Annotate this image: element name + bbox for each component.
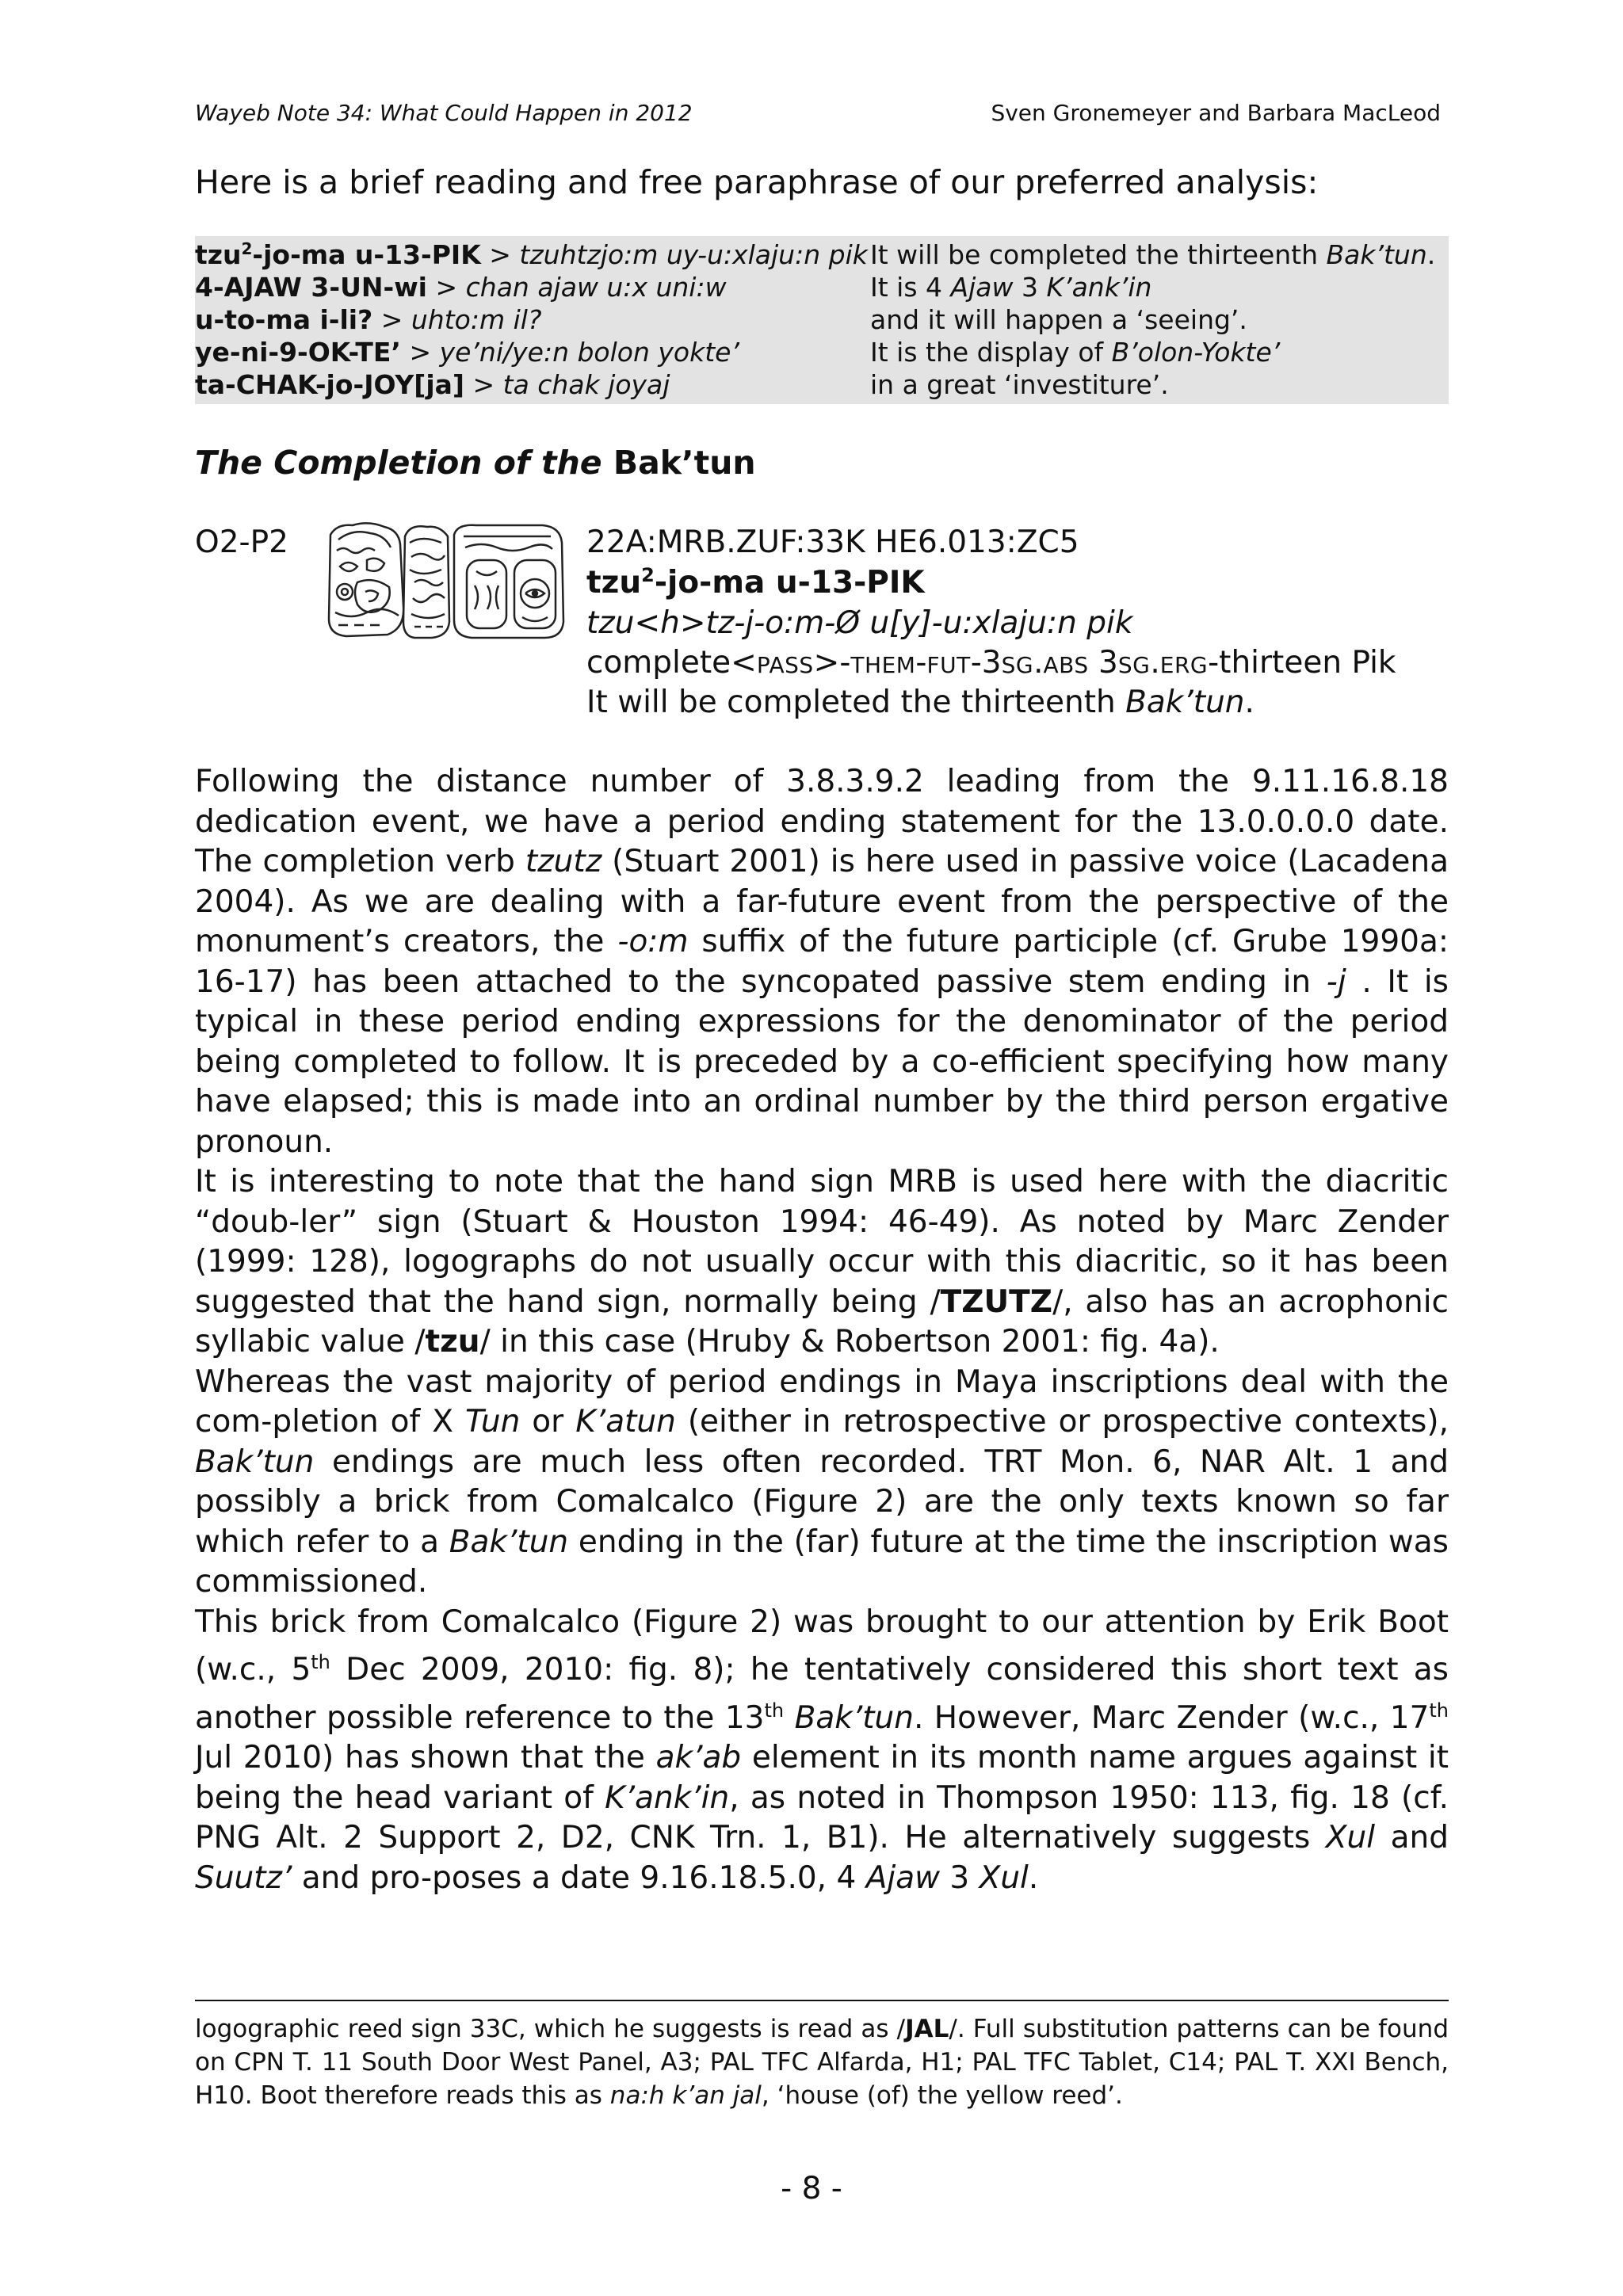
footnote: logographic reed sign 33C, which he suggests is read as /JAL/. Full substitution patterns can be found on CPN T. 11 South Door West Panel, A3; PAL TFC Alfarda, H1; PAL TFC Tablet, C14; PAL T. XXI Bench, H10. Boot therefore reads this as na:h k’an jal, ‘house (of) the yellow reed’. <box>195 2015 1449 2110</box>
glyph-transliteration: tzu$^2$-jo-ma u-13-PIK <box>586 564 925 601</box>
maya-glyph-drawing <box>321 519 573 646</box>
glyph-catalog-codes: 22A:MRB.ZUF:33K HE6.013:ZC5 <box>586 524 1079 560</box>
paragraph: Following the distance number of 3.8.3.9.2 leading from the 9.11.16.8.18 dedication event, we have a period ending statement for the 13.0.0.0.0 date. The completion verb tzutz (Stuart 2001) is here used in passive voice (Lacadena 2004). As we are dealing with a far-future event from the perspective of the monument’s creators, the -o:m suffix of the future participle (cf. Grube 1990a: 16-17) has been attached to the syncopated passive stem ending in -j . It is typical in these period ending expressions for the denominator of the period being completed to follow. It is preceded by a co-efficient specifying how many have elapsed; this is made into an ordinal number by the third person ergative pronoun. <box>195 764 1449 1160</box>
reading-row: tzu$^2$-jo-ma u-13-PIK > tzuhtzjo:m uy-u:xlaju:n pik It will be completed the thirteenth Bak’tun. <box>195 239 1436 270</box>
body-text <box>195 762 1449 1898</box>
intro-sentence: Here is a brief reading and free paraphrase of our preferred analysis: <box>195 163 1319 201</box>
paragraph: Whereas the vast majority of period endings in Maya inscriptions deal with the com-pletion of X Tun or K’atun (either in retrospective or prospective contexts), Bak’tun endings are much less often recorded. TRT Mon. 6, NAR Alt. 1 and possibly a brick from Comalcalco (Figure 2) are the only texts known so far which refer to a Bak’tun ending in the (far) future at the time the inscription was commissioned. <box>195 1363 1449 1600</box>
section-heading: The Completion of the Bak’tun <box>195 444 756 482</box>
paragraph: This brick from Comalcalco (Figure 2) was brought to our attention by Erik Boot (w.c., 5th Dec 2009, 2010: fig. 8); he tentatively considered this short text as another possible reference to the 13th Bak’tun. However, Marc Zender (w.c., 17th Jul 2010) has shown that the ak’ab element in its month name argues against it being the head variant of K’ank’in, as noted in Thompson 1950: 113, fig. 18 (cf. PNG Alt. 2 Support 2, D2, CNK Trn. 1, B1). He alternatively suggests Xul and Suutz’ and pro-poses a date 9.16.18.5.0, 4 Ajaw 3 Xul. <box>195 1604 1449 1896</box>
glyph-free-translation: It will be completed the thirteenth Bak’tun. <box>586 685 1254 720</box>
running-header-title: Wayeb Note 34: What Could Happen in 2012 <box>195 100 693 126</box>
page-number: - 8 - <box>781 2171 842 2206</box>
footnote-separator <box>195 2000 1449 2001</box>
reading-table <box>195 236 1449 404</box>
glyph-morphological-analysis: tzu<h>tz-j-o:m-Ø u[y]-u:xlaju:n pik <box>586 605 1133 641</box>
reading-row: ta-CHAK-jo-JOY[ja] > ta chak joyaj in a great ‘investiture’. <box>195 369 1169 400</box>
reading-row: u-to-ma i-li? > uhto:m il? and it will happen a ‘seeing’. <box>195 304 1247 335</box>
reading-row: 4-AJAW 3-UN-wi > chan ajaw u:x uni:w It is 4 Ajaw 3 K’ank’in <box>195 272 1152 303</box>
glyph-morpheme-gloss: complete<PASS>-THEM-FUT-3SG.ABS 3SG.ERG-thirteen Pik <box>586 645 1396 681</box>
paragraph: It is interesting to note that the hand sign MRB is used here with the diacritic “doub-ler” sign (Stuart & Houston 1994: 46-49). As noted by Marc Zender (1999: 128), logographs do not usually occur with this diacritic, so it has been suggested that the hand sign, normally being /TZUTZ/, also has an acrophonic syllabic value /tzu/ in this case (Hruby & Robertson 2001: fig. 4a). <box>195 1164 1449 1360</box>
glyph-block-label: O2-P2 <box>195 524 288 560</box>
running-header-authors: Sven Gronemeyer and Barbara MacLeod <box>991 100 1441 126</box>
reading-row: ye-ni-9-OK-TE’ > ye’ni/ye:n bolon yokte’ It is the display of B’olon-Yokte’ <box>195 337 1281 368</box>
